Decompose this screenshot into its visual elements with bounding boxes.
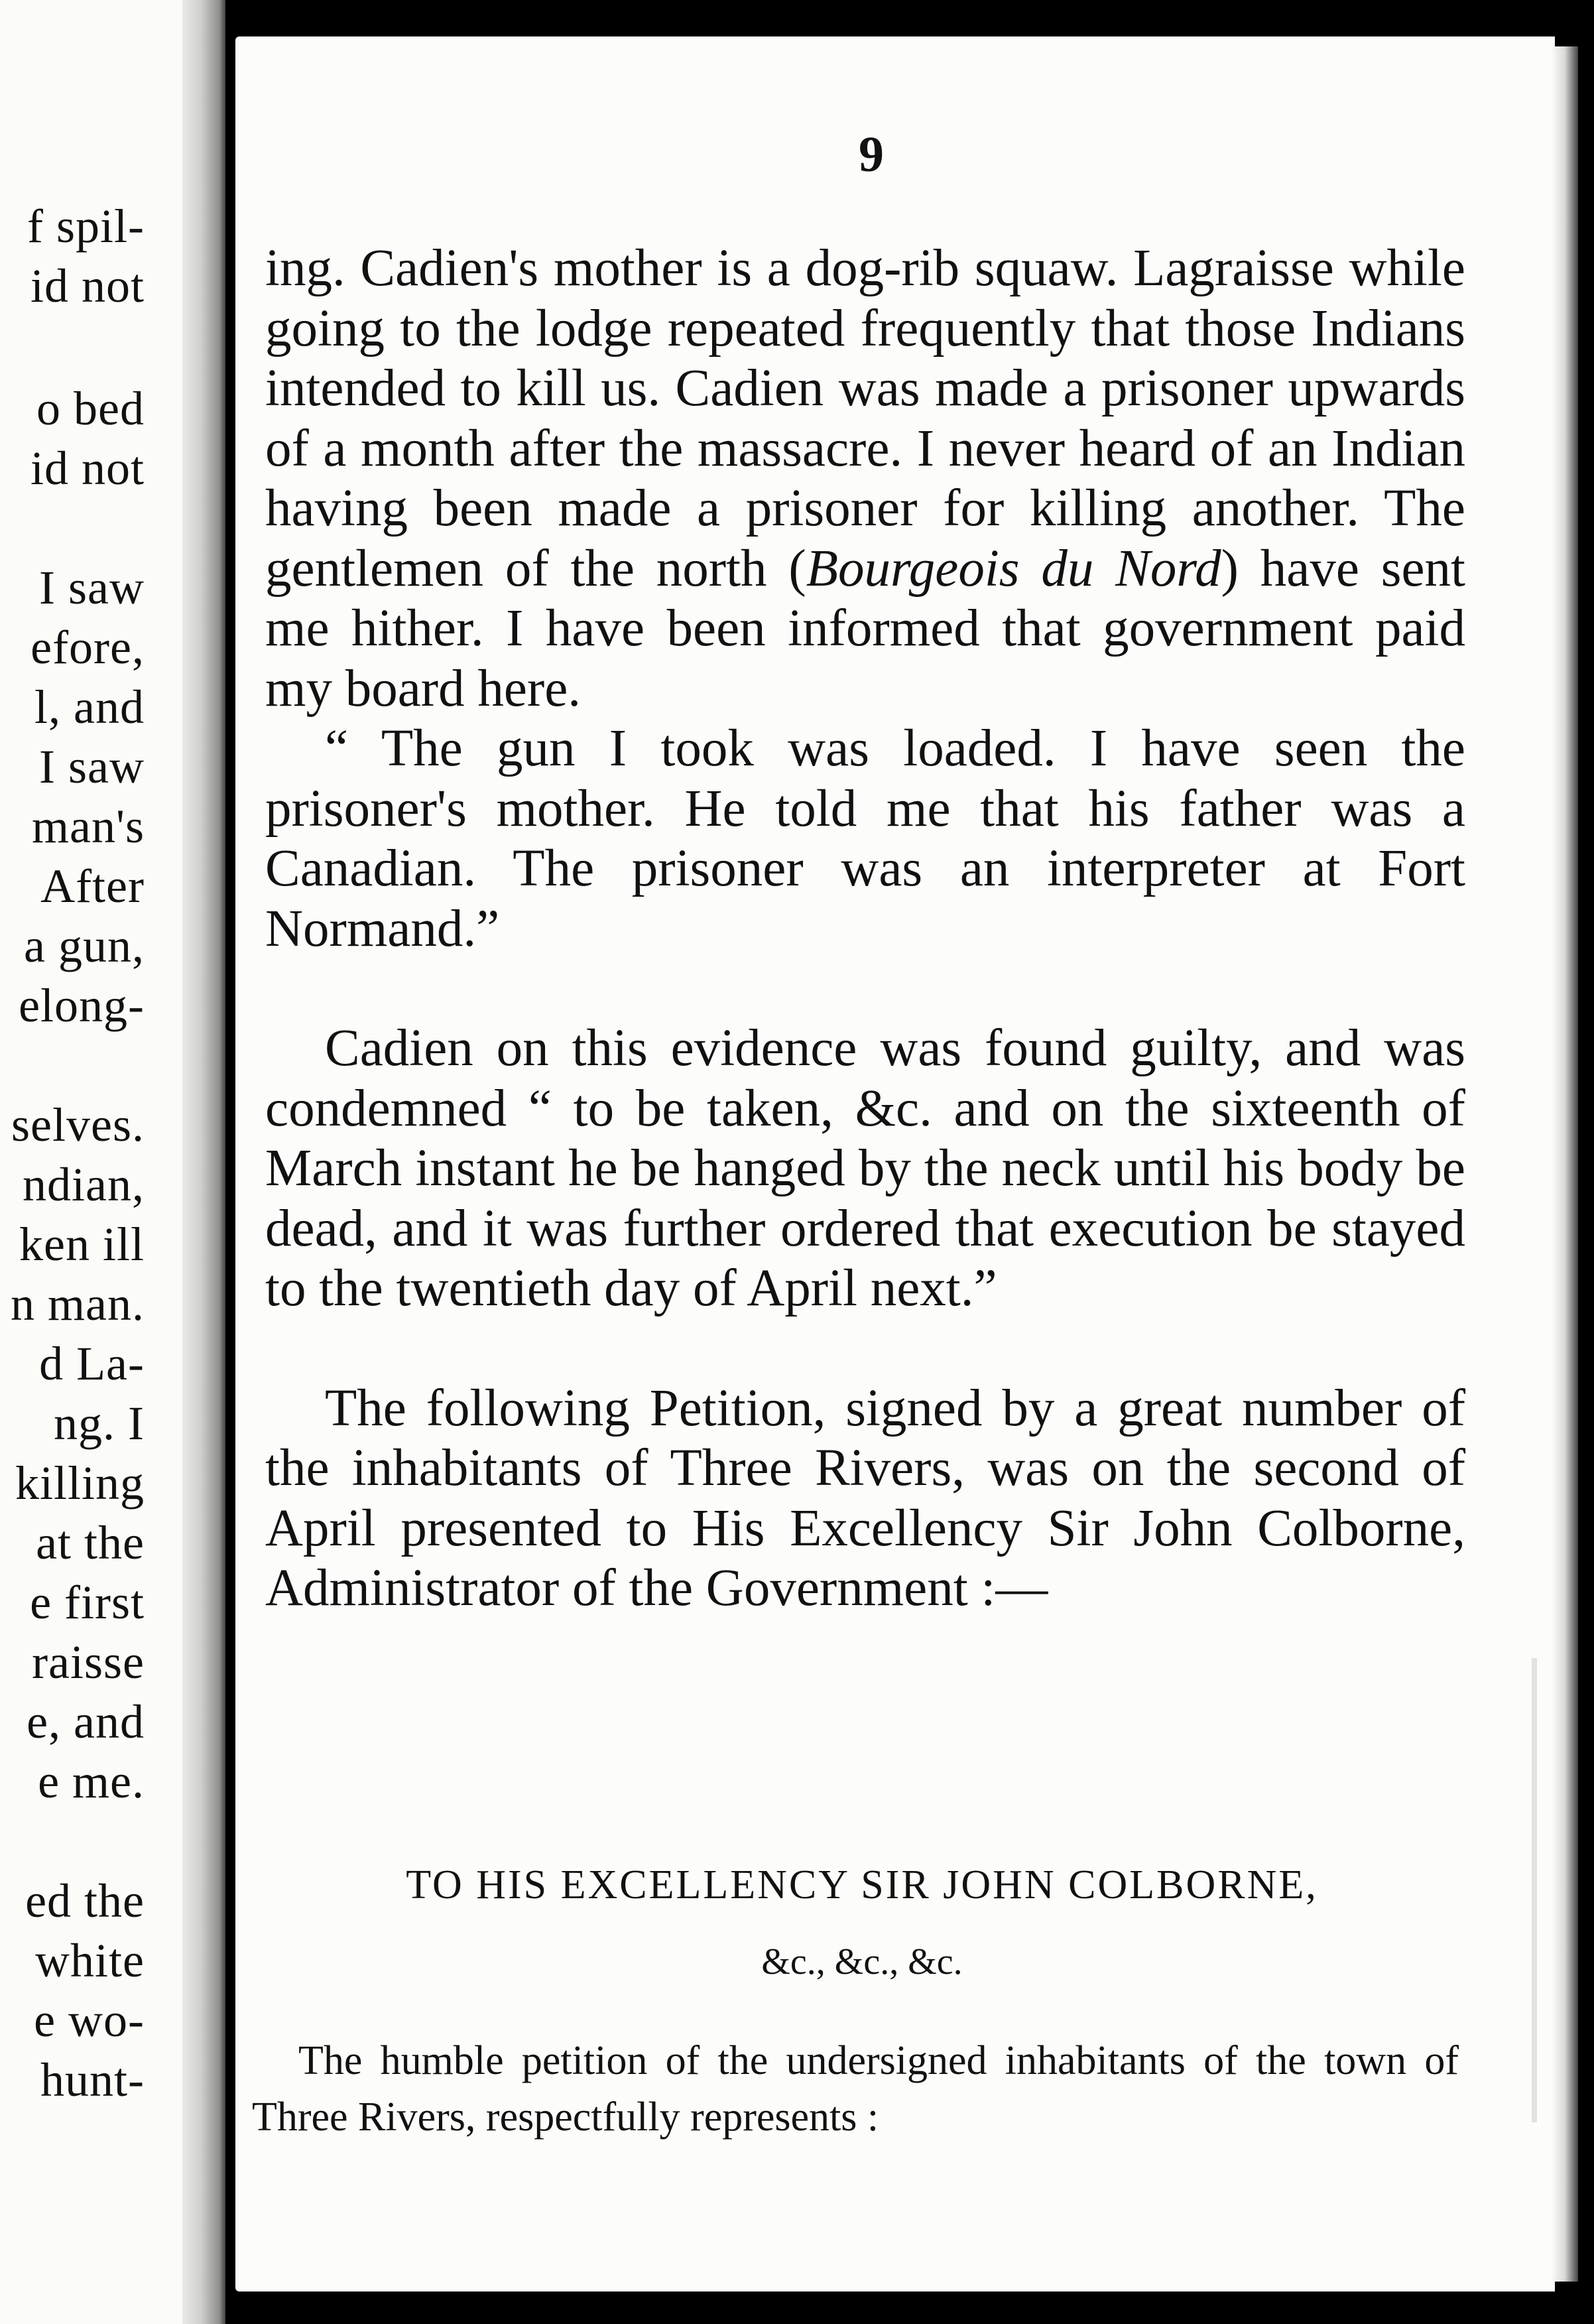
page-curl-shadow [182, 0, 229, 2324]
left-page-line: After [40, 860, 145, 913]
left-page-line: f spil- [27, 200, 145, 253]
left-page-line: n man. [11, 1277, 145, 1330]
petition-opening: The humble petition of the undersigned inhabitants of the town of Three Rivers, respectfully represents : [252, 2038, 1459, 2140]
left-page-line: ken ill [19, 1218, 145, 1271]
left-page-line: I saw [39, 561, 145, 614]
previous-page [0, 0, 192, 2324]
paragraph-testimony [265, 239, 1465, 719]
page-edge [1552, 46, 1578, 2282]
paragraph-petition-intro: The following Petition, signed by a great number of the inhabitants of Three Rivers, was on the second of April presented to His Excellency Sir John Colborne, Administrator of the Government :— [265, 1379, 1465, 1617]
left-page-line: id not [30, 442, 145, 495]
left-page-line: elong- [19, 979, 145, 1032]
left-page-line: e wo- [34, 1994, 145, 2047]
left-page-line: o bed [36, 382, 145, 435]
left-page-line: ed the [25, 1874, 145, 1927]
paragraph-testimony-end: ) have sent me hither. I have been informed that government paid my board here. [265, 539, 1465, 718]
left-page-line: a gun, [24, 919, 145, 972]
bleed-through-mark [1532, 1658, 1537, 2122]
petition-subheading: &c., &c., &c. [761, 1941, 963, 1982]
petition-text [252, 2033, 1459, 2146]
left-page-line: ndian, [23, 1158, 145, 1211]
left-page-line: I saw [39, 740, 145, 793]
left-page-line: selves. [11, 1098, 145, 1151]
left-page-line: killing [15, 1456, 145, 1510]
page-number: 9 [859, 127, 884, 182]
left-page-line: hunt- [40, 2053, 145, 2106]
left-page-line: raisse [32, 1636, 145, 1689]
left-page-line: e first [30, 1576, 145, 1629]
left-page-line: at the [36, 1516, 145, 1569]
left-page-line: e, and [27, 1695, 145, 1748]
italic-phrase: Bourgeois du Nord [806, 539, 1221, 598]
left-page-line: ng. I [54, 1397, 145, 1450]
left-page-line: l, and [34, 680, 145, 734]
paragraph-verdict: Cadien on this evidence was found guilty, and was condemned “ to be taken, &c. and on the sixteenth of March instant he be hanged by the neck until his body be dead, and it was further ordered that execution be stayed to the twentieth day of April next.” [265, 1019, 1465, 1317]
left-page-line: e me. [38, 1755, 145, 1808]
left-page-line: d La- [39, 1337, 145, 1390]
body-text [265, 239, 1465, 1619]
petition-heading: TO HIS EXCELLENCY SIR JOHN COLBORNE, [406, 1862, 1318, 1907]
left-page-line: white [35, 1934, 145, 1987]
paragraph-testimony-text: ing. Cadien's mother is a dog-rib squaw. Lagraisse while going to the lodge repeated frequently that those Indians intended to kill us. Cadien was made a prisoner upwards of a month after the massacre. I never heard of an Indian having been made a prisoner for killing another. The gentlemen of the north ( [265, 239, 1465, 598]
left-page-line: id not [30, 259, 145, 312]
paragraph-quote: “ The gun I took was loaded. I have seen the prisoner's mother. He told me that his father was a Canadian. The prisoner was an interpreter at Fort Normand.” [265, 720, 1465, 958]
left-page-line: efore, [31, 621, 145, 674]
left-page-line: man's [32, 800, 145, 853]
